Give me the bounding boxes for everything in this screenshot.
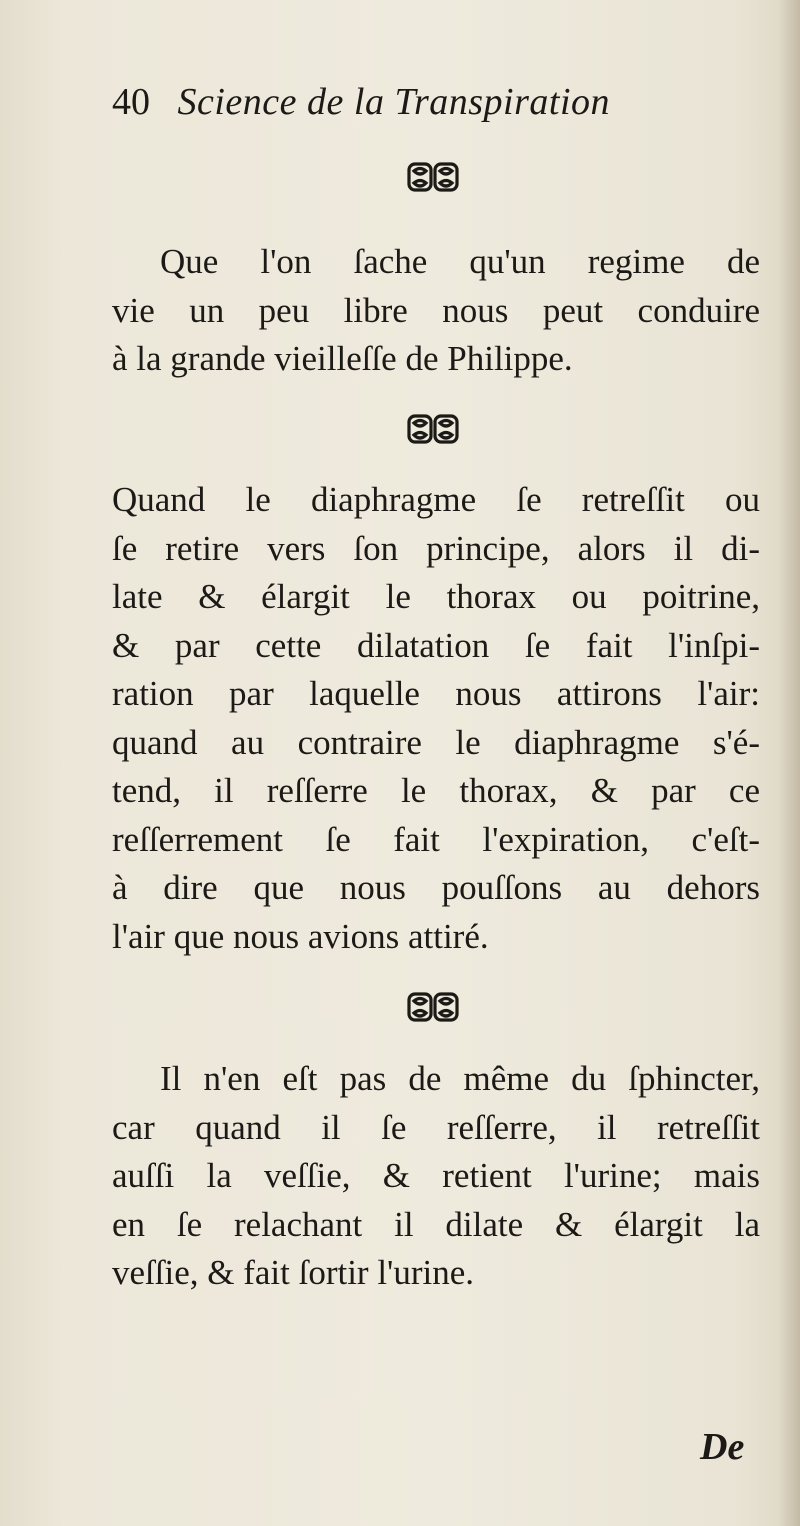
fleuron-icon [405, 160, 461, 194]
text-line: Il n'en eſt pas de même du ſphincter, [160, 1059, 760, 1098]
catchword: De [700, 1426, 745, 1468]
running-title: Science de la Transpiration [177, 81, 611, 123]
text-line: quand au contraire le diaphragme s'é- [112, 722, 760, 762]
text-line: l'air que nous avions attiré. [112, 916, 489, 956]
text-line: auſſi la veſſie, & retient l'urine; mais [112, 1156, 760, 1195]
text-line: en ſe relachant il dilate & élargit la [112, 1204, 760, 1244]
text-line: à la grande vieilleſſe de Philippe. [112, 339, 573, 378]
text-line: à dire que nous pouſſons au dehors [112, 868, 760, 907]
text-line: ration par laquelle nous attirons l'air: [112, 674, 760, 713]
fleuron-ornament-1 [405, 160, 461, 194]
text-line: late & élargit le thorax ou poitrine, [112, 577, 760, 616]
page-edge-shadow [778, 0, 800, 1526]
text-line: ſe retire vers ſon principe, alors il di- [112, 528, 760, 568]
text-line: Que l'on ſache qu'un regime de [160, 242, 760, 281]
text-line: car quand il ſe reſſerre, il retreſſit [112, 1107, 760, 1147]
text-line: vie un peu libre nous peut conduire [112, 290, 760, 330]
page-header [112, 80, 752, 130]
fleuron-ornament-3 [405, 990, 461, 1024]
paragraph-2 [112, 476, 760, 961]
text-line: reſſerrement ſe fait l'expiration, c'eſt- [112, 819, 760, 859]
text-line: Quand le diaphragme ſe retreſſit ou [112, 480, 760, 519]
page-number: 40 [112, 81, 150, 123]
text-line: veſſie, & fait ſortir l'urine. [112, 1253, 475, 1292]
text-line: & par cette dilatation ſe fait l'inſpi- [112, 625, 760, 665]
fleuron-ornament-2 [405, 412, 461, 446]
fleuron-icon [405, 990, 461, 1024]
fleuron-icon [405, 412, 461, 446]
paragraph-3 [112, 1055, 760, 1298]
paragraph-1 [112, 238, 760, 384]
text-line: tend, il reſſerre le thorax, & par ce [112, 771, 760, 810]
